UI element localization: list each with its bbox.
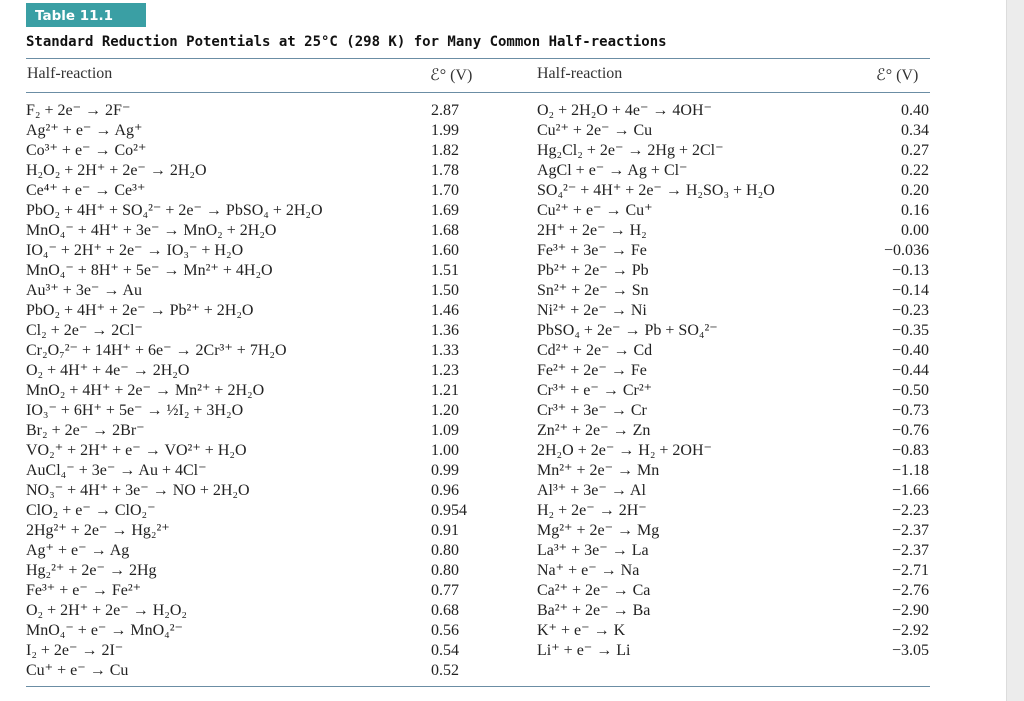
half-reaction: Cd²⁺ + 2e⁻ → Cd (537, 342, 653, 359)
header-potential-right: ℰ° (V) (876, 67, 919, 84)
reduction-potential: −2.92 (891, 622, 929, 639)
reduction-potential: −2.90 (891, 602, 929, 619)
half-reaction: Ca²⁺ + 2e⁻ → Ca (537, 582, 651, 599)
half-reaction: 2Hg²⁺ + 2e⁻ → Hg₂²⁺ (26, 522, 170, 539)
half-reaction: MnO₂ + 4H⁺ + 2e⁻ → Mn²⁺ + 2H₂O (26, 382, 265, 399)
half-reaction: Zn²⁺ + 2e⁻ → Zn (537, 422, 651, 439)
half-reaction: Mg²⁺ + 2e⁻ → Mg (537, 522, 660, 539)
half-reaction: Cl₂ + 2e⁻ → 2Cl⁻ (26, 322, 143, 339)
reduction-potential: 1.09 (431, 422, 459, 439)
reduction-potential: 0.00 (901, 222, 929, 239)
reduction-potential: 0.96 (431, 482, 459, 499)
half-reaction: Na⁺ + e⁻ → Na (537, 562, 640, 579)
reduction-potential: −0.50 (891, 382, 929, 399)
half-reaction: SO₄²⁻ + 4H⁺ + 2e⁻ → H₂SO₃ + H₂O (537, 182, 775, 199)
half-reaction: H₂ + 2e⁻ → 2H⁻ (537, 502, 647, 519)
reduction-potential: −0.76 (891, 422, 929, 439)
reduction-potential: −2.23 (891, 502, 929, 519)
half-reaction: I₂ + 2e⁻ → 2I⁻ (26, 642, 124, 659)
reduction-potential: 0.52 (431, 662, 459, 679)
half-reaction: Ce⁴⁺ + e⁻ → Ce³⁺ (26, 182, 146, 199)
header-half-reaction-left: Half-reaction (27, 65, 113, 82)
table-title: Standard Reduction Potentials at 25°C (298 K) for Many Common Half-reactions (26, 34, 667, 50)
reduction-potential: −0.73 (891, 402, 929, 419)
header-top-rule (26, 58, 930, 59)
reduction-potential: 0.91 (431, 522, 459, 539)
half-reaction: O₂ + 4H⁺ + 4e⁻ → 2H₂O (26, 362, 190, 379)
reduction-potential: 1.68 (431, 222, 459, 239)
reduction-potential: 0.22 (901, 162, 929, 179)
reduction-potential: −1.18 (891, 462, 929, 479)
half-reaction: Mn²⁺ + 2e⁻ → Mn (537, 462, 660, 479)
half-reaction: 2H⁺ + 2e⁻ → H₂ (537, 222, 647, 239)
half-reaction: IO₄⁻ + 2H⁺ + 2e⁻ → IO₃⁻ + H₂O (26, 242, 244, 259)
reduction-potential: 0.16 (901, 202, 929, 219)
half-reaction: Fe³⁺ + e⁻ → Fe²⁺ (26, 582, 142, 599)
half-reaction: Ag⁺ + e⁻ → Ag (26, 542, 130, 559)
half-reaction: Li⁺ + e⁻ → Li (537, 642, 631, 659)
reduction-potential: −0.14 (891, 282, 929, 299)
half-reaction: AgCl + e⁻ → Ag + Cl⁻ (537, 162, 688, 179)
reduction-potential: 1.33 (431, 342, 459, 359)
half-reaction: Ni²⁺ + 2e⁻ → Ni (537, 302, 647, 319)
reduction-potential: −2.37 (891, 522, 929, 539)
reduction-potential: 0.80 (431, 562, 459, 579)
reduction-potential: 1.21 (431, 382, 459, 399)
reduction-potential: −0.35 (891, 322, 929, 339)
reduction-potential: 2.87 (431, 102, 459, 119)
half-reaction: PbSO₄ + 2e⁻ → Pb + SO₄²⁻ (537, 322, 718, 339)
reduction-potential: 0.34 (901, 122, 929, 139)
half-reaction: Hg₂Cl₂ + 2e⁻ → 2Hg + 2Cl⁻ (537, 142, 724, 159)
half-reaction: Sn²⁺ + 2e⁻ → Sn (537, 282, 649, 299)
reduction-potential: 0.56 (431, 622, 459, 639)
half-reaction: Fe²⁺ + 2e⁻ → Fe (537, 362, 647, 379)
reduction-potential: −2.76 (891, 582, 929, 599)
reduction-potential: 1.70 (431, 182, 459, 199)
reduction-potential: −0.036 (883, 242, 929, 259)
reduction-potential: 1.23 (431, 362, 459, 379)
half-reaction: Al³⁺ + 3e⁻ → Al (537, 482, 646, 499)
half-reaction: La³⁺ + 3e⁻ → La (537, 542, 649, 559)
half-reaction: Hg₂²⁺ + 2e⁻ → 2Hg (26, 562, 157, 579)
reduction-potential: 1.60 (431, 242, 459, 259)
reduction-potential: −0.40 (891, 342, 929, 359)
reduction-potential: 0.77 (431, 582, 459, 599)
reduction-potential: −0.83 (891, 442, 929, 459)
half-reaction: Co³⁺ + e⁻ → Co²⁺ (26, 142, 147, 159)
reduction-potential: 0.54 (431, 642, 459, 659)
header-half-reaction-right: Half-reaction (537, 65, 623, 82)
half-reaction: Ba²⁺ + 2e⁻ → Ba (537, 602, 651, 619)
half-reaction: Cu²⁺ + e⁻ → Cu⁺ (537, 202, 653, 219)
half-reaction: H₂O₂ + 2H⁺ + 2e⁻ → 2H₂O (26, 162, 207, 179)
reduction-potential: 0.27 (901, 142, 929, 159)
half-reaction: MnO₄⁻ + e⁻ → MnO₄²⁻ (26, 622, 183, 639)
reduction-potential: 1.78 (431, 162, 459, 179)
reduction-potential: 1.82 (431, 142, 459, 159)
reduction-potential: −0.44 (891, 362, 929, 379)
half-reaction: Cr₂O₇²⁻ + 14H⁺ + 6e⁻ → 2Cr³⁺ + 7H₂O (26, 342, 287, 359)
reduction-potential: 1.50 (431, 282, 459, 299)
reduction-potential: 0.954 (431, 502, 467, 519)
half-reaction: Pb²⁺ + 2e⁻ → Pb (537, 262, 649, 279)
half-reaction: K⁺ + e⁻ → K (537, 622, 626, 639)
reduction-potential: 1.69 (431, 202, 459, 219)
reduction-potential: −2.71 (891, 562, 929, 579)
half-reaction: MnO₄⁻ + 8H⁺ + 5e⁻ → Mn²⁺ + 4H₂O (26, 262, 273, 279)
reduction-potential: 0.20 (901, 182, 929, 199)
reduction-potential: −0.23 (891, 302, 929, 319)
half-reaction: Cu²⁺ + 2e⁻ → Cu (537, 122, 653, 139)
reduction-potential: 1.36 (431, 322, 459, 339)
half-reaction: Cu⁺ + e⁻ → Cu (26, 662, 129, 679)
half-reaction: Fe³⁺ + 3e⁻ → Fe (537, 242, 647, 259)
half-reaction: 2H₂O + 2e⁻ → H₂ + 2OH⁻ (537, 442, 712, 459)
half-reaction: O₂ + 2H₂O + 4e⁻ → 4OH⁻ (537, 102, 712, 119)
reduction-potential: 0.68 (431, 602, 459, 619)
half-reaction: MnO₄⁻ + 4H⁺ + 3e⁻ → MnO₂ + 2H₂O (26, 222, 277, 239)
half-reaction: F₂ + 2e⁻ → 2F⁻ (26, 102, 131, 119)
reduction-potential: 0.99 (431, 462, 459, 479)
half-reaction: AuCl₄⁻ + 3e⁻ → Au + 4Cl⁻ (26, 462, 207, 479)
reduction-potential: −0.13 (891, 262, 929, 279)
reduction-potential: 1.00 (431, 442, 459, 459)
scrollbar[interactable] (1006, 0, 1024, 701)
half-reaction: Cr³⁺ + 3e⁻ → Cr (537, 402, 647, 419)
reduction-potential: 0.80 (431, 542, 459, 559)
reduction-potential: 1.46 (431, 302, 459, 319)
half-reaction: Br₂ + 2e⁻ → 2Br⁻ (26, 422, 145, 439)
half-reaction: PbO₂ + 4H⁺ + SO₄²⁻ + 2e⁻ → PbSO₄ + 2H₂O (26, 202, 323, 219)
reduction-potential: 1.20 (431, 402, 459, 419)
half-reaction: NO₃⁻ + 4H⁺ + 3e⁻ → NO + 2H₂O (26, 482, 250, 499)
reduction-potential: −1.66 (891, 482, 929, 499)
half-reaction: Ag²⁺ + e⁻ → Ag⁺ (26, 122, 143, 139)
reduction-potential: −2.37 (891, 542, 929, 559)
half-reaction: O₂ + 2H⁺ + 2e⁻ → H₂O₂ (26, 602, 187, 619)
half-reaction: IO₃⁻ + 6H⁺ + 5e⁻ → ½I₂ + 3H₂O (26, 402, 244, 419)
half-reaction: PbO₂ + 4H⁺ + 2e⁻ → Pb²⁺ + 2H₂O (26, 302, 254, 319)
half-reaction: Au³⁺ + 3e⁻ → Au (26, 282, 143, 299)
header-bottom-rule (26, 92, 930, 93)
reduction-potential: −3.05 (891, 642, 929, 659)
header-potential-left: ℰ° (V) (430, 67, 473, 84)
table-bottom-rule (26, 686, 930, 687)
reduction-potential: 1.51 (431, 262, 459, 279)
table-tag: Table 11.1 (26, 3, 146, 27)
half-reaction: Cr³⁺ + e⁻ → Cr²⁺ (537, 382, 653, 399)
reduction-potential: 0.40 (901, 102, 929, 119)
half-reaction: VO₂⁺ + 2H⁺ + e⁻ → VO²⁺ + H₂O (26, 442, 247, 459)
reduction-potential: 1.99 (431, 122, 459, 139)
half-reaction: ClO₂ + e⁻ → ClO₂⁻ (26, 502, 156, 519)
